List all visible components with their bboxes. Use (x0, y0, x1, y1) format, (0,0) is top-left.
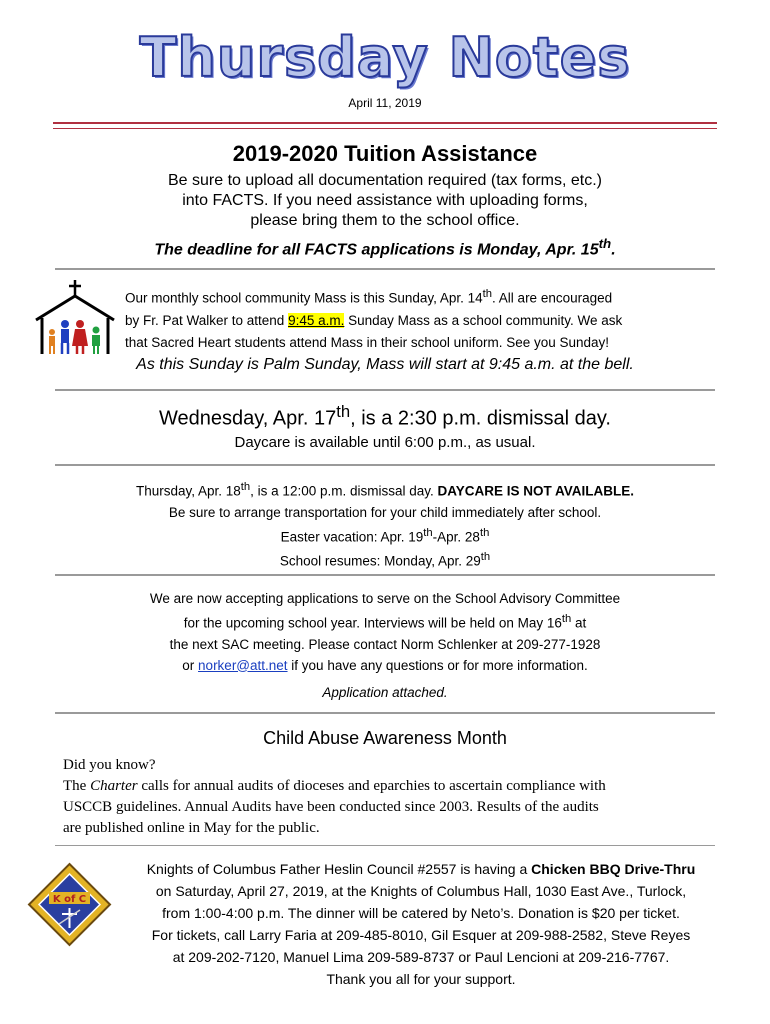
wednesday-text: Wednesday, Apr. 17 (159, 407, 337, 430)
wednesday-text: , is a 2:30 p.m. dismissal day. (350, 407, 611, 430)
mass-line: that Sacred Heart students attend Mass in their school uniform. See you Sunday! (125, 334, 610, 350)
mass-text: . All are encouraged (492, 290, 613, 306)
tuition-line: into FACTS. If you need assistance with uploading forms, (182, 192, 588, 209)
child-line (63, 776, 723, 797)
tuition-heading: 2019-2020 Tuition Assistance (232, 141, 538, 166)
sac-line: the next SAC meeting. Please contact Norm Schlenker at 209-277-1928 (169, 636, 601, 652)
application-attached: Application attached. (322, 684, 448, 700)
newsletter-date: April 11, 2019 (348, 96, 422, 110)
section-divider (55, 464, 715, 466)
sac-text: if you have any questions or for more information. (287, 657, 588, 673)
newsletter-title: Thursday Notes (139, 26, 631, 89)
tuition-line: please bring them to the school office. (250, 212, 520, 229)
child-text: calls for annual audits of dioceses and eparchies to ascertain compliance with (137, 778, 606, 794)
mass-line (125, 310, 725, 332)
church-family-icon (30, 278, 120, 358)
kofc-text: Knights of Columbus Father Heslin Council #2557 is having a (146, 861, 532, 877)
deadline-text: The deadline for all FACTS applications is Monday, Apr. 15 (154, 241, 599, 259)
tuition-line: Be sure to upload all documentation required (tax forms, etc.) (168, 172, 602, 189)
kofc-line: on Saturday, April 27, 2019, at the Knights of Columbus Hall, 1030 East Ave., Turlock, (155, 883, 687, 899)
easter-sup: th (479, 526, 490, 539)
sac-text: at (571, 615, 587, 631)
mass-announcement (125, 283, 725, 354)
kofc-line: Thank you all for your support. (326, 971, 516, 987)
resume-sup: th (480, 551, 491, 563)
child-line: are published online in May for the public. (63, 820, 320, 836)
thursday-line (0, 477, 770, 502)
thursday-line: Be sure to arrange transportation for your child immediately after school. (168, 504, 602, 520)
mass-text: Our monthly school community Mass is this Sunday, Apr. 14 (125, 290, 483, 306)
tuition-deadline (0, 236, 770, 259)
child-line: USCCB guidelines. Annual Audits have been conducted since 2003. Results of the audits (63, 799, 599, 815)
school-resumes (0, 547, 770, 572)
mass-sup: th (482, 288, 493, 300)
mass-line (125, 283, 725, 310)
thursday-text: , is a 12:00 p.m. dismissal day. (250, 483, 438, 499)
section-divider (55, 389, 715, 391)
sac-section (0, 588, 770, 703)
mass-time-highlight: 9:45 a.m. (288, 312, 345, 328)
kofc-line: For tickets, call Larry Faria at 209-485-8010, Gil Esquer at 209-988-2582, Steve Reyes (151, 927, 691, 943)
tuition-section (0, 141, 770, 259)
easter-text: Easter vacation: Apr. 19 (280, 529, 424, 544)
sac-sup: th (561, 613, 572, 625)
wednesday-sup: th (336, 402, 351, 421)
sac-line: We are now accepting applications to serve on the School Advisory Committee (149, 591, 621, 606)
section-divider (55, 712, 715, 714)
masthead-divider (53, 122, 717, 129)
child-abuse-body (63, 755, 723, 839)
easter-text: -Apr. 28 (432, 529, 480, 544)
mass-text: by Fr. Pat Walker to attend (125, 312, 289, 328)
deadline-end: . (611, 241, 616, 259)
charter-italic: Charter (90, 778, 138, 794)
daycare-note: Daycare is available until 6:00 p.m., as usual. (234, 433, 536, 451)
email-link[interactable]: norker@att.net (198, 657, 288, 673)
child-text: The (63, 778, 91, 794)
kofc-line: at 209-202-7120, Manuel Lima 209-589-8737 or Paul Lencioni at 209-216-7767. (172, 949, 670, 965)
sac-text: or (182, 657, 199, 673)
child-line: Did you know? (63, 757, 156, 773)
wednesday-heading (0, 402, 770, 431)
kofc-announcement (108, 858, 734, 990)
logo-lettering: K of C (52, 894, 87, 905)
section-divider (55, 268, 715, 270)
sac-line (0, 655, 770, 676)
daycare-warning: DAYCARE IS NOT AVAILABLE. (437, 483, 635, 499)
thursday-sup: th (240, 481, 251, 493)
palm-sunday-note: As this Sunday is Palm Sunday, Mass will start at 9:45 a.m. at the bell. (136, 356, 634, 373)
kofc-line: from 1:00-4:00 p.m. The dinner will be catered by Neto’s. Donation is $20 per ticket. (162, 905, 680, 921)
knights-of-columbus-logo-icon (27, 862, 112, 947)
resume-text: School resumes: Monday, Apr. 29 (279, 553, 481, 569)
section-divider (55, 574, 715, 576)
section-divider (55, 845, 715, 846)
wednesday-section (0, 402, 770, 451)
easter-sup: th (423, 526, 433, 539)
deadline-sup: th (598, 236, 612, 251)
mass-text: Sunday Mass as a school community. We ask (344, 312, 623, 328)
tuition-body (0, 171, 770, 231)
kofc-line (108, 858, 734, 880)
thursday-text: Thursday, Apr. 18 (135, 483, 241, 499)
child-abuse-heading: Child Abuse Awareness Month (263, 728, 507, 748)
sac-text: for the upcoming school year. Interviews will be held on May 16 (183, 615, 562, 631)
sac-line (0, 609, 770, 634)
easter-vacation (0, 523, 770, 548)
masthead (0, 28, 770, 110)
bbq-event-name: Chicken BBQ Drive-Thru (531, 861, 696, 877)
thursday-section (0, 477, 770, 572)
